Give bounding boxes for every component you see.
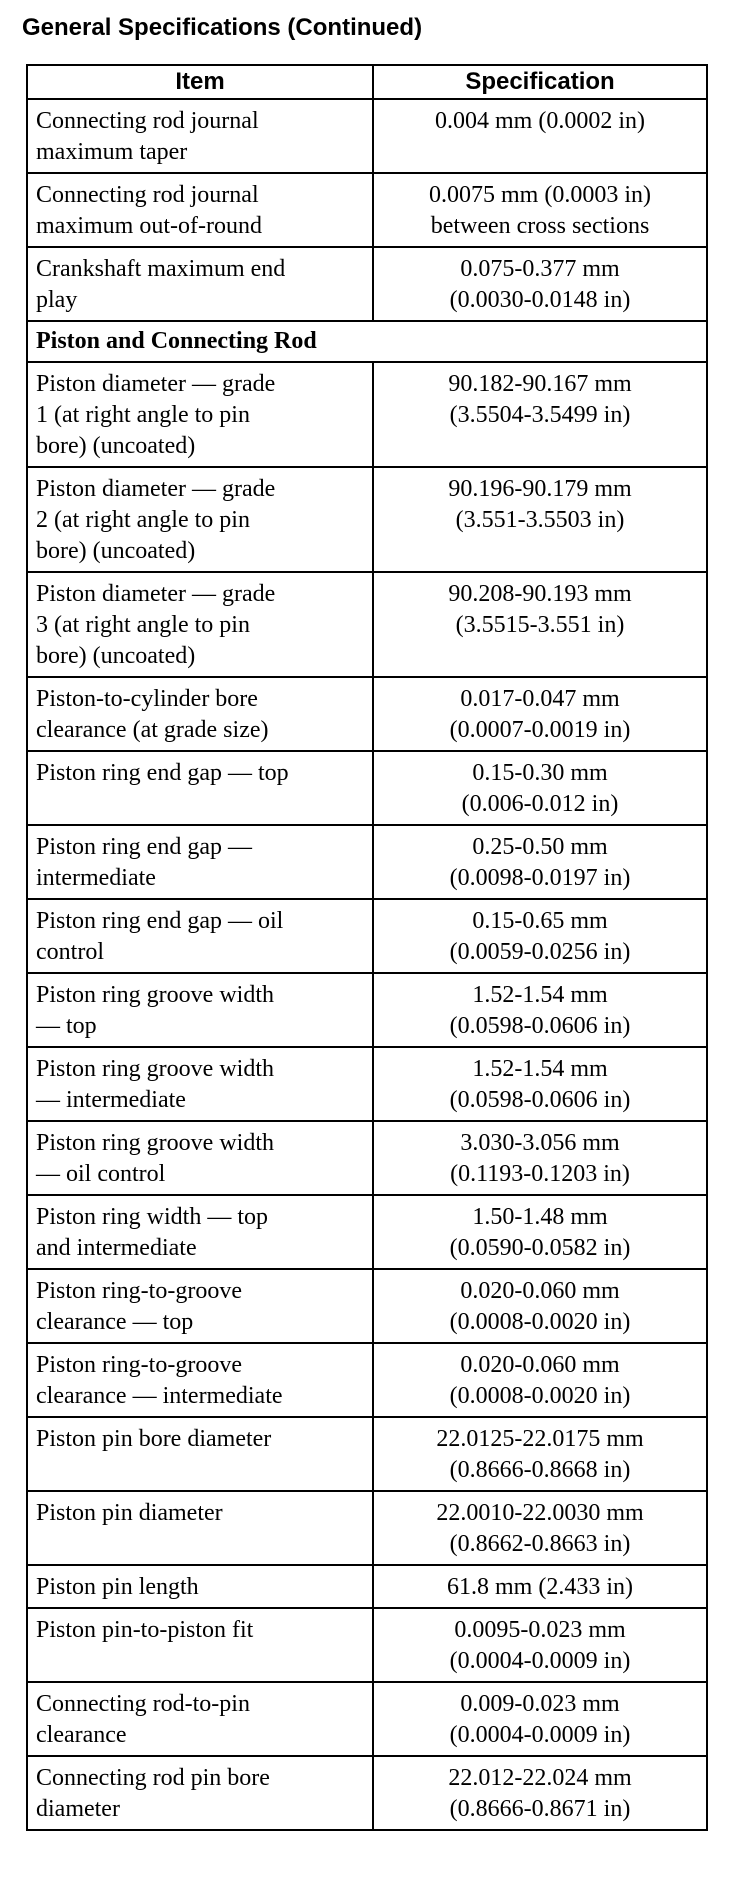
specification-text-line: 3.030-3.056 mm <box>460 1130 620 1156</box>
item-text-line: Piston ring end gap — top <box>36 760 289 786</box>
specification-cell <box>373 825 707 899</box>
item-cell <box>27 899 373 973</box>
table-row <box>27 362 707 467</box>
table-row <box>27 1121 707 1195</box>
item-cell <box>27 825 373 899</box>
item-text-line: Piston diameter — grade <box>36 371 276 397</box>
specification-text-line: (0.0004-0.0009 in) <box>449 1648 631 1674</box>
table-row <box>27 973 707 1047</box>
specification-text-line: (3.551-3.5503 in) <box>455 507 625 533</box>
item-cell <box>27 973 373 1047</box>
specification-text-line: (0.8666-0.8671 in) <box>449 1796 631 1822</box>
specification-text-line: (0.0008-0.0020 in) <box>449 1309 631 1335</box>
specification-text-line: 90.182-90.167 mm <box>448 371 632 397</box>
item-text-line: play <box>36 287 78 313</box>
item-cell <box>27 1565 373 1608</box>
table-row <box>27 99 707 173</box>
item-text-line: intermediate <box>36 865 156 891</box>
item-text-line: Piston ring groove width <box>36 982 274 1008</box>
item-text-line: Piston ring-to-groove <box>36 1278 242 1304</box>
item-text-line: Piston ring groove width <box>36 1056 274 1082</box>
specification-cell <box>373 1417 707 1491</box>
specification-text-line: (0.0598-0.0606 in) <box>449 1087 631 1113</box>
item-text-line: Piston ring end gap — <box>36 834 252 860</box>
item-text-line: clearance <box>36 1722 127 1748</box>
specification-cell <box>373 1756 707 1830</box>
specification-cell <box>373 1121 707 1195</box>
specification-text-line: 0.017-0.047 mm <box>460 686 620 712</box>
item-text-line: and intermediate <box>36 1235 197 1261</box>
specification-cell <box>373 677 707 751</box>
specification-text-line: (3.5515-3.551 in) <box>455 612 625 638</box>
specification-text-line: 0.0075 mm (0.0003 in) <box>429 182 651 208</box>
item-text-line: Piston diameter — grade <box>36 581 276 607</box>
specification-cell <box>373 1491 707 1565</box>
item-text-line: Piston ring groove width <box>36 1130 274 1156</box>
item-cell <box>27 677 373 751</box>
table-row <box>27 1417 707 1491</box>
item-text-line: Crankshaft maximum end <box>36 256 286 282</box>
table-row <box>27 1565 707 1608</box>
table-row <box>27 1269 707 1343</box>
item-text-line: maximum out-of-round <box>36 213 262 239</box>
page-title: General Specifications (Continued) <box>22 14 423 41</box>
specification-text-line: 1.52-1.54 mm <box>472 1056 608 1082</box>
table-body <box>27 99 707 1830</box>
item-cell <box>27 99 373 173</box>
specification-cell <box>373 1195 707 1269</box>
specification-text-line: 0.004 mm (0.0002 in) <box>435 108 645 134</box>
table-row <box>27 677 707 751</box>
specifications-table <box>26 64 708 1831</box>
specification-cell <box>373 467 707 572</box>
item-text-line: — top <box>36 1013 97 1039</box>
table-row <box>27 1491 707 1565</box>
specification-cell <box>373 1343 707 1417</box>
table-row <box>27 899 707 973</box>
table-row <box>27 1756 707 1830</box>
specification-text-line: 61.8 mm (2.433 in) <box>447 1574 633 1600</box>
item-text-line: Piston ring width — top <box>36 1204 269 1230</box>
table-row <box>27 467 707 572</box>
item-cell <box>27 1121 373 1195</box>
item-text-line: diameter <box>36 1796 120 1822</box>
specification-text-line: (0.006-0.012 in) <box>461 791 619 817</box>
specification-cell <box>373 1608 707 1682</box>
item-cell <box>27 1756 373 1830</box>
item-cell <box>27 247 373 321</box>
item-text-line: clearance — top <box>36 1309 194 1335</box>
specification-cell <box>373 973 707 1047</box>
item-text-line: Piston-to-cylinder bore <box>36 686 258 712</box>
item-text-line: 2 (at right angle to pin <box>36 507 250 533</box>
specification-text-line: 0.25-0.50 mm <box>472 834 608 860</box>
specification-text-line: 22.012-22.024 mm <box>448 1765 632 1791</box>
item-text-line: — intermediate <box>36 1087 186 1113</box>
table-row <box>27 572 707 677</box>
specification-text-line: 0.075-0.377 mm <box>460 256 620 282</box>
specification-text-line: (0.0059-0.0256 in) <box>449 939 631 965</box>
specification-text-line: (0.8666-0.8668 in) <box>449 1457 631 1483</box>
item-text-line: 3 (at right angle to pin <box>36 612 250 638</box>
table-row <box>27 751 707 825</box>
specification-text-line: 1.50-1.48 mm <box>472 1204 608 1230</box>
item-cell <box>27 1608 373 1682</box>
specification-text-line: 22.0010-22.0030 mm <box>436 1500 644 1526</box>
item-cell <box>27 467 373 572</box>
specification-cell <box>373 1565 707 1608</box>
specification-text-line: (0.0598-0.0606 in) <box>449 1013 631 1039</box>
specification-cell <box>373 247 707 321</box>
table-row <box>27 825 707 899</box>
table-row <box>27 1608 707 1682</box>
specification-column-header: Specification <box>373 65 707 99</box>
item-cell <box>27 1047 373 1121</box>
item-text-line: control <box>36 939 104 965</box>
item-text-line: maximum taper <box>36 139 188 165</box>
specification-text-line: (0.1193-0.1203 in) <box>450 1161 630 1187</box>
item-text-line: clearance — intermediate <box>36 1383 283 1409</box>
specification-text-line: (0.8662-0.8663 in) <box>449 1531 631 1557</box>
item-cell <box>27 572 373 677</box>
item-cell <box>27 751 373 825</box>
section-heading: Piston and Connecting Rod <box>27 321 707 362</box>
item-cell <box>27 1343 373 1417</box>
specification-text-line: (0.0004-0.0009 in) <box>449 1722 631 1748</box>
item-cell <box>27 1195 373 1269</box>
table-row <box>27 1047 707 1121</box>
item-cell <box>27 1491 373 1565</box>
specification-text-line: (0.0030-0.0148 in) <box>449 287 631 313</box>
table-row <box>27 173 707 247</box>
item-cell <box>27 362 373 467</box>
specification-text-line: between cross sections <box>430 213 650 239</box>
item-text-line: — oil control <box>36 1161 166 1187</box>
item-text-line: Connecting rod journal <box>36 108 259 134</box>
item-text-line: Piston diameter — grade <box>36 476 276 502</box>
item-text-line: Connecting rod-to-pin <box>36 1691 250 1717</box>
item-column-header: Item <box>27 65 373 99</box>
specification-text-line: 0.020-0.060 mm <box>460 1278 620 1304</box>
item-text-line: 1 (at right angle to pin <box>36 402 250 428</box>
item-text-line: Piston pin length <box>36 1574 199 1600</box>
table-row <box>27 1343 707 1417</box>
specification-cell <box>373 751 707 825</box>
table-row <box>27 1682 707 1756</box>
specification-text-line: 90.196-90.179 mm <box>448 476 632 502</box>
item-text-line: Connecting rod journal <box>36 182 259 208</box>
section-row <box>27 321 707 362</box>
specification-text-line: 0.009-0.023 mm <box>460 1691 620 1717</box>
specification-text-line: (0.0008-0.0020 in) <box>449 1383 631 1409</box>
item-cell <box>27 173 373 247</box>
specification-text-line: 22.0125-22.0175 mm <box>436 1426 644 1452</box>
specification-text-line: 0.15-0.65 mm <box>472 908 608 934</box>
item-text-line: Piston pin bore diameter <box>36 1426 272 1452</box>
specification-text-line: 1.52-1.54 mm <box>472 982 608 1008</box>
specification-cell <box>373 1269 707 1343</box>
specification-cell <box>373 1047 707 1121</box>
specification-cell <box>373 899 707 973</box>
specification-cell <box>373 99 707 173</box>
item-text-line: Piston ring-to-groove <box>36 1352 242 1378</box>
item-text-line: clearance (at grade size) <box>36 717 269 743</box>
specification-text-line: (3.5504-3.5499 in) <box>449 402 631 428</box>
item-text-line: Piston pin-to-piston fit <box>36 1617 254 1643</box>
table-row <box>27 1195 707 1269</box>
specification-cell <box>373 1682 707 1756</box>
item-cell <box>27 1417 373 1491</box>
specification-cell <box>373 173 707 247</box>
specification-text-line: 0.15-0.30 mm <box>472 760 608 786</box>
item-cell <box>27 1682 373 1756</box>
specification-cell <box>373 572 707 677</box>
item-text-line: Connecting rod pin bore <box>36 1765 270 1791</box>
specification-text-line: (0.0098-0.0197 in) <box>449 865 631 891</box>
specification-text-line: (0.0007-0.0019 in) <box>449 717 631 743</box>
item-text-line: Piston pin diameter <box>36 1500 223 1526</box>
specification-text-line: 0.020-0.060 mm <box>460 1352 620 1378</box>
specification-text-line: 90.208-90.193 mm <box>448 581 632 607</box>
item-text-line: bore) (uncoated) <box>36 433 196 459</box>
item-cell <box>27 1269 373 1343</box>
specification-text-line: (0.0590-0.0582 in) <box>449 1235 631 1261</box>
item-text-line: bore) (uncoated) <box>36 643 196 669</box>
table-row <box>27 247 707 321</box>
specification-cell <box>373 362 707 467</box>
item-text-line: bore) (uncoated) <box>36 538 196 564</box>
table-header-row <box>27 65 707 99</box>
item-text-line: Piston ring end gap — oil <box>36 908 284 934</box>
specification-text-line: 0.0095-0.023 mm <box>454 1617 626 1643</box>
